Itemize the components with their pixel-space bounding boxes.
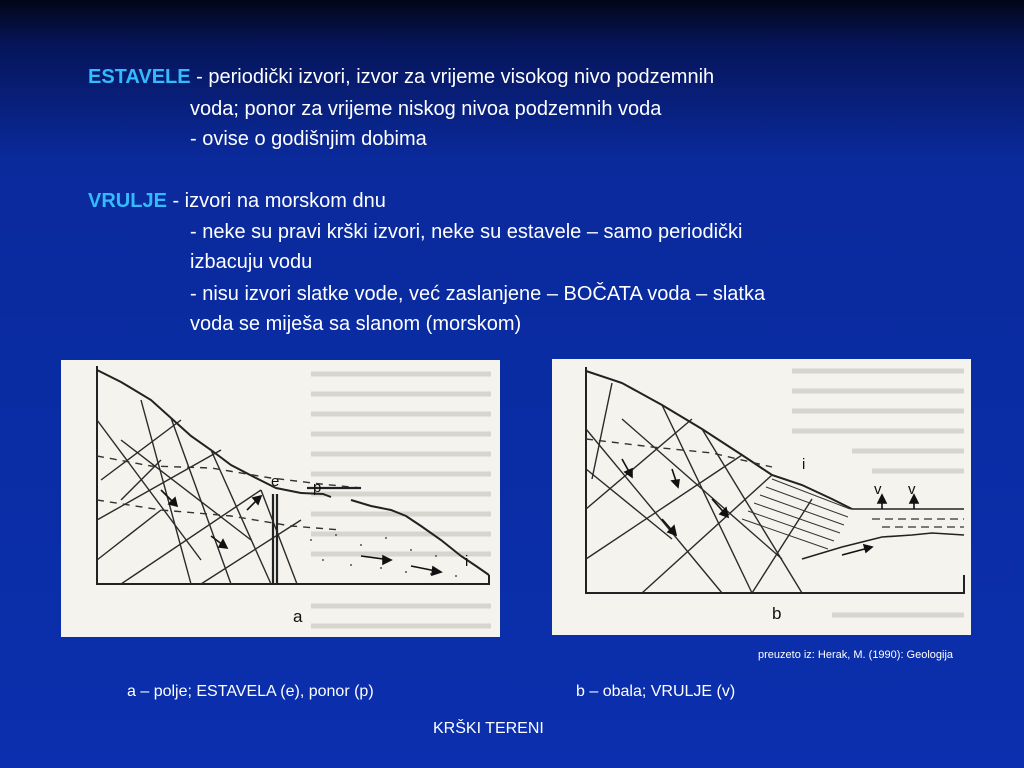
estavele-term: ESTAVELE xyxy=(88,66,191,88)
figure-a-label-e: e xyxy=(271,473,280,490)
figure-a-drawing xyxy=(61,360,500,637)
source-credit: preuzeto iz: Herak, M. (1990): Geologija xyxy=(758,649,954,661)
estavele-definition: - periodički izvori, izvor za vrijeme visokog nivo podzemnih xyxy=(190,66,715,88)
figure-b-label-b: b xyxy=(772,604,782,623)
estavele-line2: voda; ponor za vrijeme niskog nivoa podzemnih voda xyxy=(190,98,662,120)
vrulje-term: VRULJE xyxy=(88,190,167,212)
vrulje-line3: izbacuju vodu xyxy=(190,251,313,273)
figure-b-label-v-right: v xyxy=(908,481,916,498)
vrulje-line1 xyxy=(88,187,386,216)
caption-figure-b: b – obala; VRULJE (v) xyxy=(576,683,736,700)
vrulje-line2: - neke su pravi krški izvori, neke su estavele – samo periodički xyxy=(190,221,743,243)
figure-b-label-i: i xyxy=(802,456,806,473)
vrulje-definition: - izvori na morskom dnu xyxy=(166,190,386,212)
figure-a-label-a: a xyxy=(293,607,303,626)
estavele-line1 xyxy=(88,63,714,92)
vrulje-line4: - nisu izvori slatke vode, već zaslanjene – BOČATA voda – slatka xyxy=(190,283,766,305)
figure-a-label-i: i xyxy=(465,553,469,570)
vrulje-line5: voda se miješa sa slanom (morskom) xyxy=(190,313,522,335)
figure-a-label-p: p xyxy=(313,479,322,496)
estavele-line3: - ovise o godišnjim dobima xyxy=(190,128,427,150)
caption-figure-a: a – polje; ESTAVELA (e), ponor (p) xyxy=(127,683,374,700)
figure-b-vrulje-diagram xyxy=(552,359,971,635)
slide-footer-title: KRŠKI TERENI xyxy=(433,720,544,737)
figure-b-label-v-left: v xyxy=(874,481,882,498)
figure-a-estavela-diagram xyxy=(61,360,500,637)
figure-b-drawing xyxy=(552,359,971,635)
